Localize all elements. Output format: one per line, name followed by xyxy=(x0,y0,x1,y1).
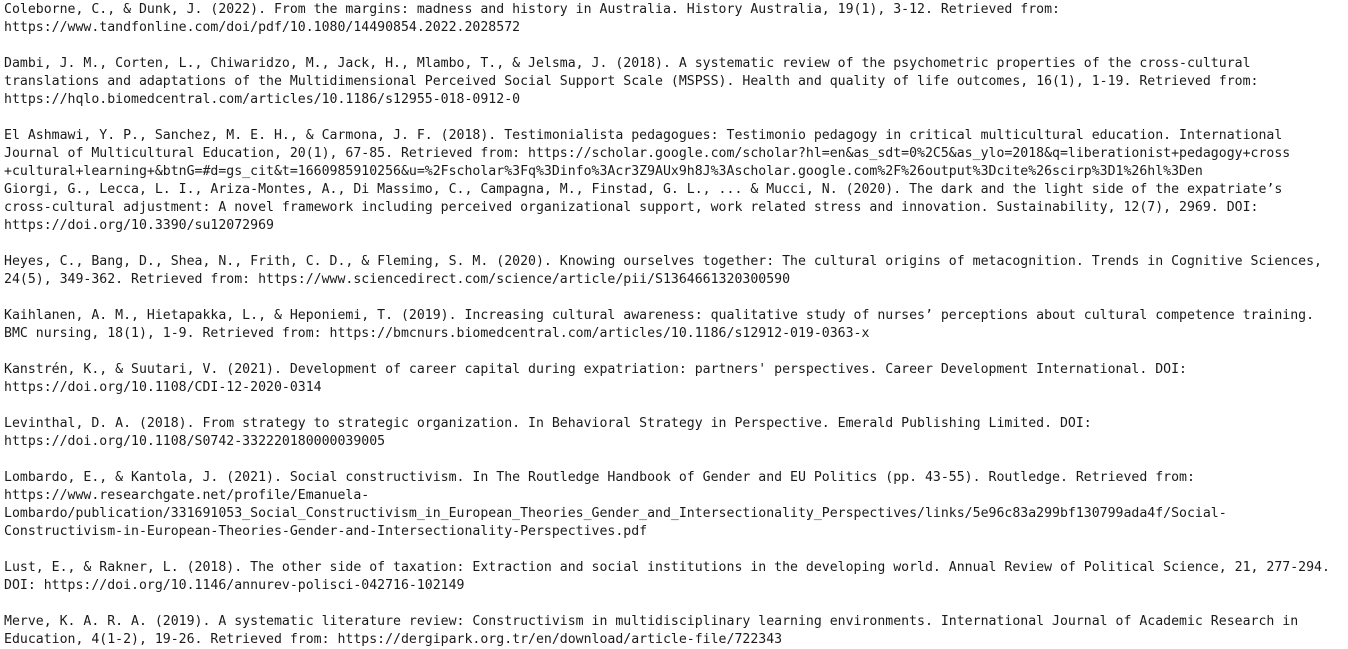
reference-lust-line-1: Lust, E., & Rakner, L. (2018). The other side of taxation: Extraction and social institutions in the developing world. Annual Review of Political Science, 21, 277-294. xyxy=(4,560,1330,575)
reference-el-ashmawi-line-2: Journal of Multicultural Education, 20(1), 67-85. Retrieved from: https://scholar.google.com/scholar?hl=en&as_sdt=0%2C5&as_ylo=2018&q=liberationist+pedagogy+cross xyxy=(4,146,1291,161)
reference-kaihlanen-line-2: BMC nursing, 18(1), 1-9. Retrieved from: https://bmcnurs.biomedcentral.com/articles/10.1186/s12912-019-0363-x xyxy=(4,326,870,341)
reference-levinthal-line-2: https://doi.org/10.1108/S0742-332220180000039005 xyxy=(4,434,386,449)
reference-dambi-line-3: https://hqlo.biomedcentral.com/articles/10.1186/s12955-018-0912-0 xyxy=(4,92,521,107)
reference-kanstren-line-1: Kanstrén, K., & Suutari, V. (2021). Development of career capital during expatriation: partners' perspectives. Career Development International. DOI: xyxy=(4,362,1187,377)
reference-el-ashmawi-line-1: El Ashmawi, Y. P., Sanchez, M. E. H., & Carmona, J. F. (2018). Testimonialista pedagogues: Testimonio pedagogy in critical multicultural education. International xyxy=(4,128,1283,143)
reference-lombardo-line-1: Lombardo, E., & Kantola, J. (2021). Social constructivism. In The Routledge Handbook of Gender and EU Politics (pp. 43-55). Routledge. Retrieved from: xyxy=(4,470,1195,485)
reference-kaihlanen-line-1: Kaihlanen, A. M., Hietapakka, L., & Heponiemi, T. (2019). Increasing cultural awareness: qualitative study of nurses’ perceptions about cultural competence training. xyxy=(4,308,1315,323)
reference-heyes-line-2: 24(5), 349-362. Retrieved from: https://www.sciencedirect.com/science/article/pii/S1364661320300590 xyxy=(4,272,791,287)
reference-lust-line-2: DOI: https://doi.org/10.1146/annurev-polisci-042716-102149 xyxy=(4,578,465,593)
reference-dambi-line-2: translations and adaptations of the Multidimensional Perceived Social Support Scale (MSPSS). Health and quality of life outcomes, 16(1), 1-19. Retrieved from: xyxy=(4,74,1259,89)
reference-lombardo-line-4: Constructivism-in-European-Theories-Gender-and-Intersectionality-Perspectives.pdf xyxy=(4,524,648,539)
reference-levinthal-line-1: Levinthal, D. A. (2018). From strategy to strategic organization. In Behavioral Strategy in Perspective. Emerald Publishing Limited. DOI: xyxy=(4,416,1092,431)
reference-merve-line-2: Education, 4(1-2), 19-26. Retrieved from: https://dergipark.org.tr/en/download/article-file/722343 xyxy=(4,632,783,647)
reference-lombardo-line-2: https://www.researchgate.net/profile/Emanuela- xyxy=(4,488,370,503)
reference-giorgi-line-3: https://doi.org/10.3390/su12072969 xyxy=(4,218,274,233)
reference-coleborne-line-2: https://www.tandfonline.com/doi/pdf/10.1080/14490854.2022.2028572 xyxy=(4,20,521,35)
reference-dambi-line-1: Dambi, J. M., Corten, L., Chiwaridzo, M., Jack, H., Mlambo, T., & Jelsma, J. (2018). A systematic review of the psychometric properties of the cross-cultural xyxy=(4,56,1251,71)
reference-heyes-line-1: Heyes, C., Bang, D., Shea, N., Frith, C. D., & Fleming, S. M. (2020). Knowing ourselves together: The cultural origins of metacognition. Trends in Cognitive Sciences, xyxy=(4,254,1322,269)
reference-kanstren-line-2: https://doi.org/10.1108/CDI-12-2020-0314 xyxy=(4,380,322,395)
reference-giorgi-line-2: cross-cultural adjustment: A novel framework including perceived organizational support, work related stress and innovation. Sustainability, 12(7), 2969. DOI: xyxy=(4,200,1259,215)
reference-el-ashmawi-line-3: +cultural+learning+&btnG=#d=gs_cit&t=1660985910256&u=%2Fscholar%3Fq%3Dinfo%3Acr3Z9AUx9h8J%3Ascholar.google.com%2F%26output%3Dcite%26scirp%3D1%26hl%3Den xyxy=(4,164,1203,179)
reference-giorgi-line-1: Giorgi, G., Lecca, L. I., Ariza-Montes, A., Di Massimo, C., Campagna, M., Finstad, G. L., ... & Mucci, N. (2020). The dark and the light side of the expatriate’s xyxy=(4,182,1283,197)
reference-merve-line-1: Merve, K. A. R. A. (2019). A systematic literature review: Constructivism in multidisciplinary learning environments. International Journal of Academic Research in xyxy=(4,614,1299,629)
reference-coleborne-line-1: Coleborne, C., & Dunk, J. (2022). From the margins: madness and history in Australia. History Australia, 19(1), 3-12. Retrieved from: xyxy=(4,2,1060,17)
reference-lombardo-line-3: Lombardo/publication/331691053_Social_Constructivism_in_European_Theories_Gender_and_Intersectionality_Perspectives/links/5e96c83a299bf130799ada4f/Social- xyxy=(4,506,1227,521)
